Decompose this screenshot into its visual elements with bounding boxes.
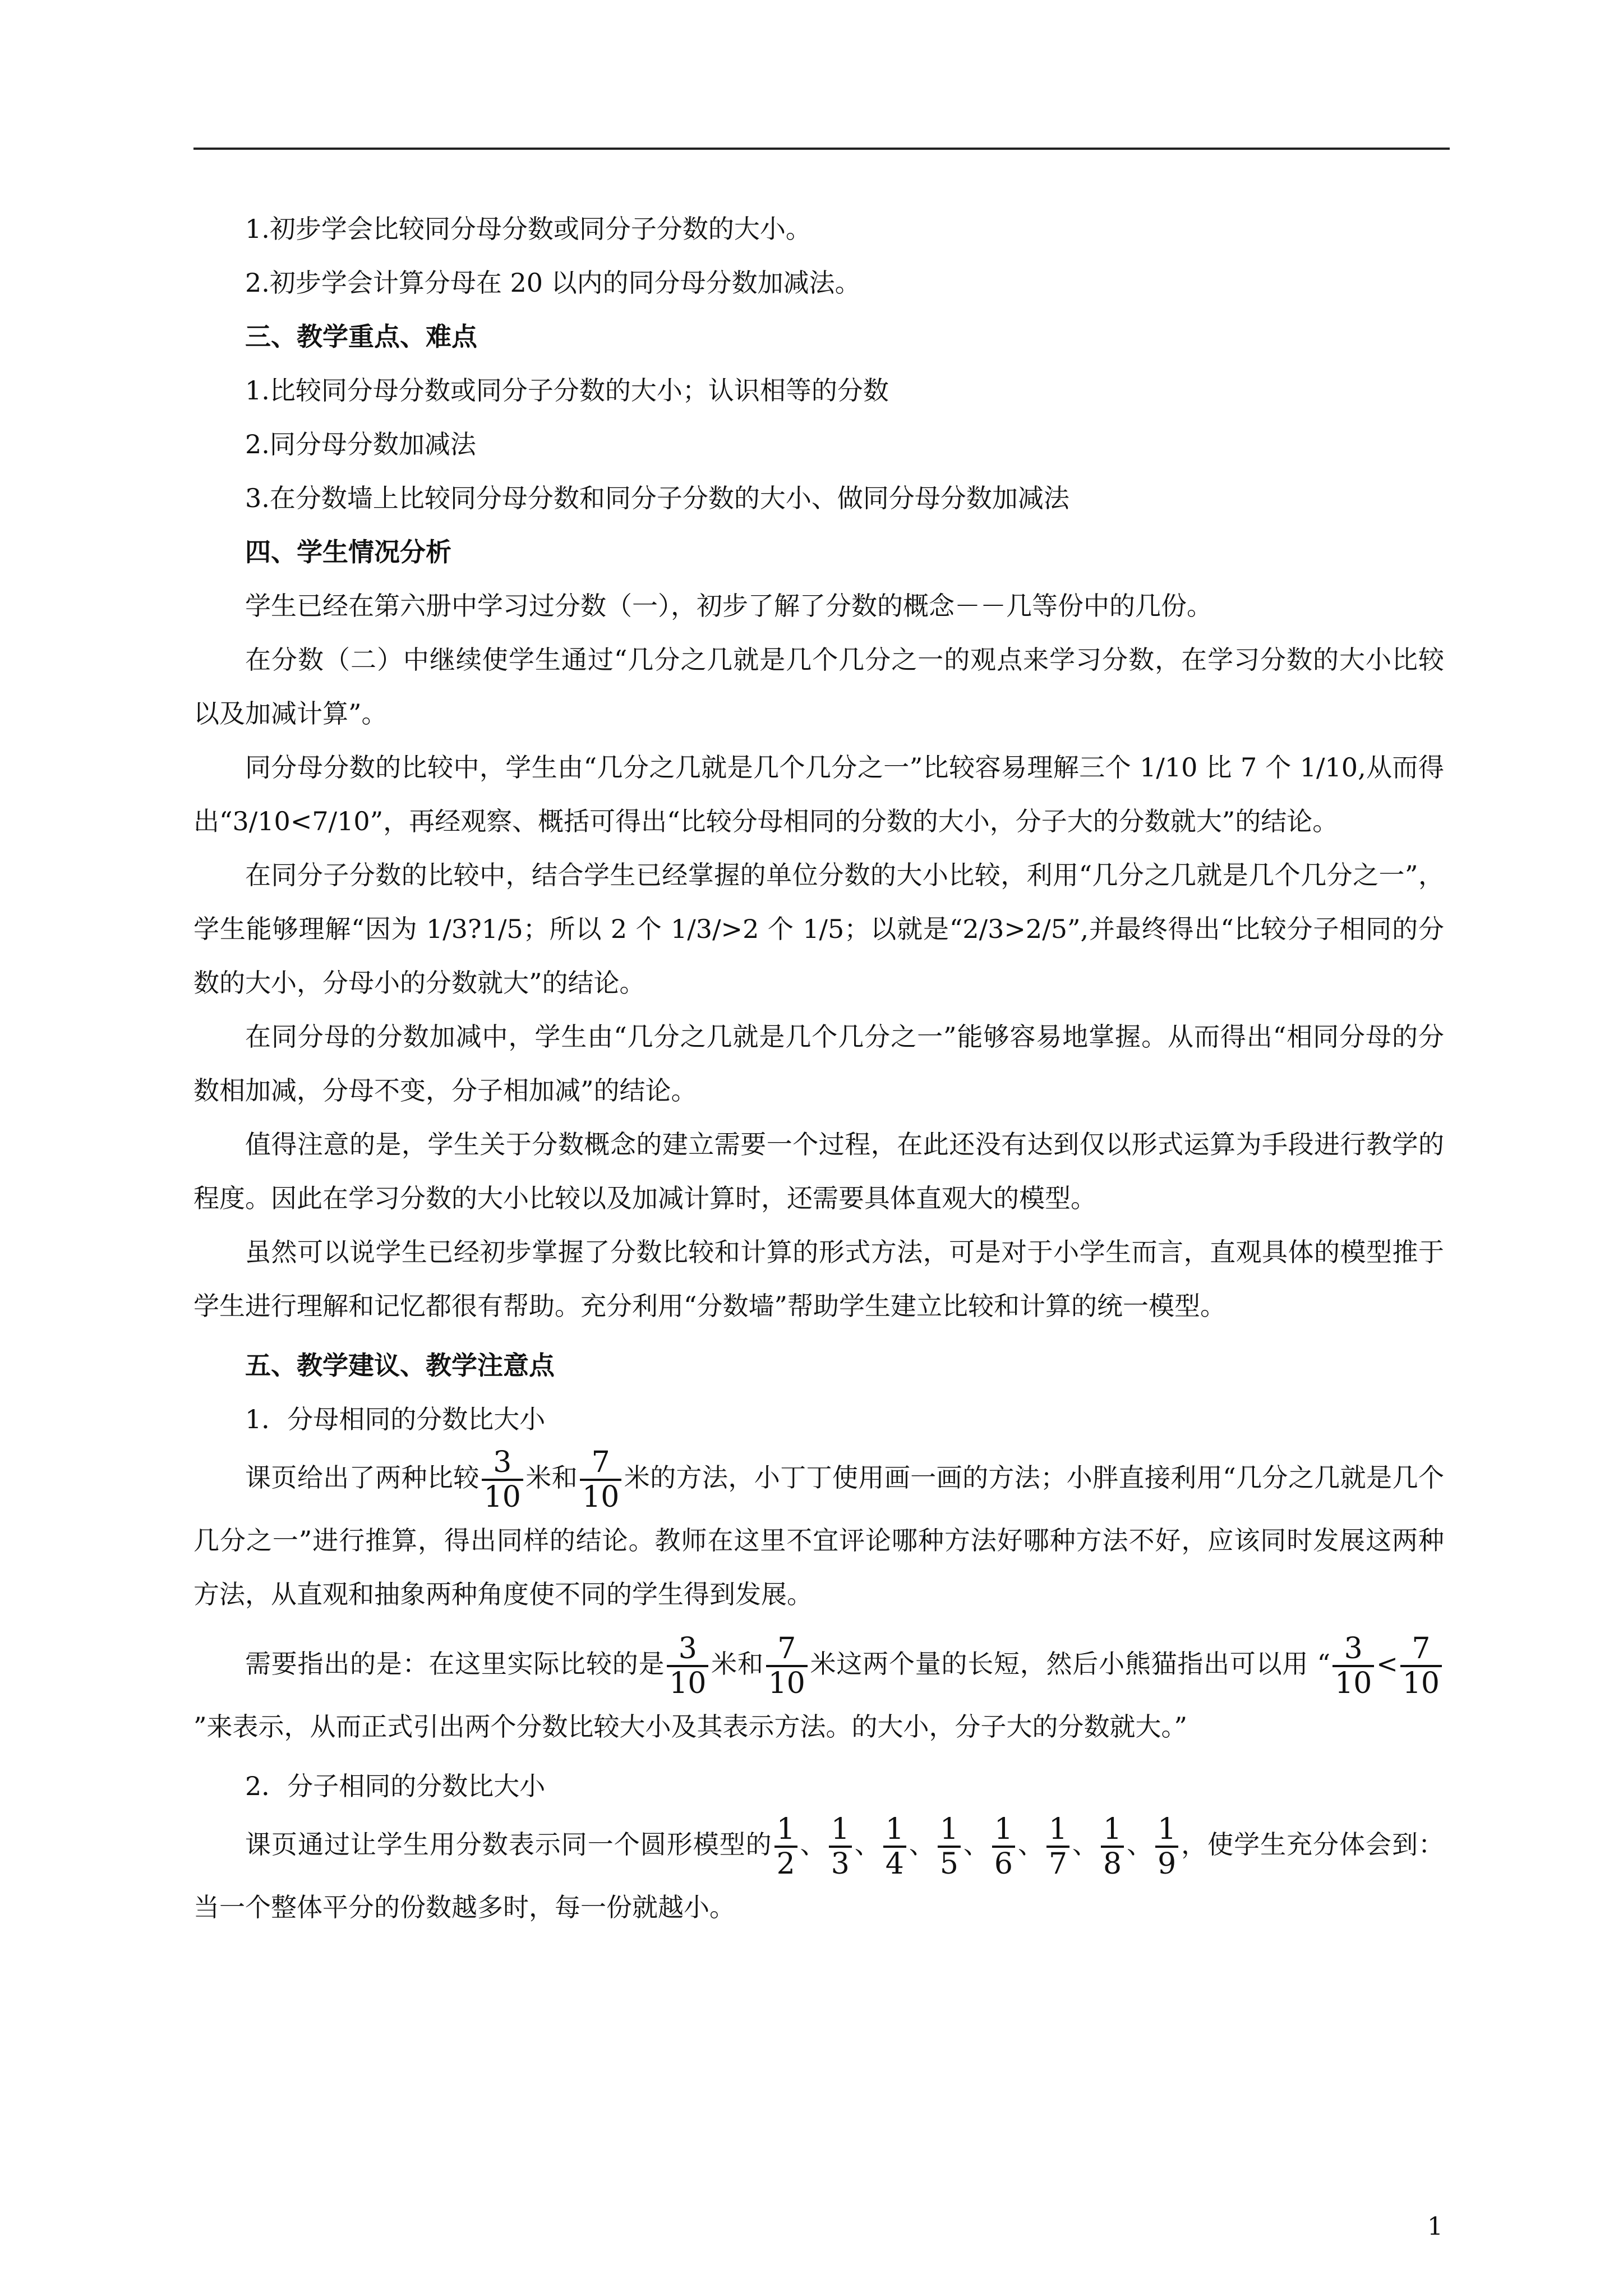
separator: 、	[1017, 1829, 1044, 1860]
numerator: 7	[777, 1632, 796, 1665]
paragraph: 同分母分数的比较中，学生由“几分之几就是几个几分之一”比较容易理解三个 1/10 比 7 个 1/10,从而得出“3/10<7/10”，再经观察、概括可得出“比较分母相同的分数的大小，分子大的分数就大”的结论。	[193, 752, 1444, 836]
text-run: 米和	[711, 1649, 764, 1679]
fraction-1-5	[938, 1813, 961, 1880]
denominator: 2	[774, 1846, 797, 1880]
paragraph: 学生已经在第六册中学习过分数（一），初步了解了分数的概念－－几等份中的几份。	[245, 591, 1212, 621]
denominator: 10	[1332, 1665, 1374, 1700]
paragraph: 在分数（二）中继续使学生通过“几分之几就是几个几分之一的观点来学习分数，在学习分数的大小比较以及加减计算”。	[193, 645, 1444, 729]
denominator: 7	[1046, 1846, 1069, 1880]
document-body	[193, 202, 1444, 1934]
paragraph: 3.在分数墙上比较同分母分数和同分子分数的大小、做同分母分数加减法	[245, 483, 1069, 513]
denominator: 10	[1400, 1665, 1442, 1700]
fraction-1-4	[883, 1813, 906, 1880]
numerator: 1	[831, 1812, 850, 1846]
numerator: 1	[1103, 1812, 1122, 1846]
fraction-1-7	[1046, 1813, 1069, 1880]
denominator: 10	[667, 1665, 708, 1700]
paragraph	[193, 1813, 1444, 1934]
separator: 、	[1126, 1829, 1154, 1860]
separator: 、	[908, 1829, 935, 1860]
text-run: ，使学生充分体会到：当一个整体平分的份数越多时，每一份就越小。	[193, 1829, 1445, 1922]
paragraph: 1.初步学会比较同分母分数或同分子分数的大小。	[245, 214, 811, 244]
numerator: 3	[678, 1632, 697, 1665]
separator: 、	[799, 1829, 827, 1860]
text-run: ”来表示，从而正式引出两个分数比较大小及其表示方法。的大小，分子大的分数就大。”	[193, 1711, 1188, 1742]
denominator: 9	[1155, 1846, 1178, 1880]
fraction-1-6	[992, 1813, 1015, 1880]
numerator: 1	[1158, 1812, 1177, 1846]
subsection-heading: 2．分子相同的分数比大小	[245, 1771, 546, 1801]
paragraph: 1.比较同分母分数或同分子分数的大小；认识相等的分数	[245, 375, 889, 406]
fraction-1-9	[1155, 1813, 1178, 1880]
denominator: 5	[938, 1846, 961, 1880]
paragraph: 2.同分母分数加减法	[245, 429, 476, 459]
paragraph	[193, 1446, 1444, 1621]
fraction-7-10	[1400, 1632, 1442, 1700]
header-rule	[193, 148, 1450, 150]
numerator: 1	[994, 1812, 1013, 1846]
numerator: 1	[776, 1812, 795, 1846]
text-run: “	[1317, 1649, 1331, 1679]
paragraph: 值得注意的是，学生关于分数概念的建立需要一个过程，在此还没有达到仅以形式运算为手段进行教学的程度。因此在学习分数的大小比较以及加减计算时，还需要具体直观大的模型。	[193, 1129, 1444, 1213]
numerator: 1	[939, 1812, 958, 1846]
numerator: 7	[591, 1446, 610, 1479]
fraction-3-10	[667, 1632, 708, 1700]
denominator: 10	[482, 1479, 523, 1513]
text-run: 米的方法，小丁丁使用画一画的方法；小胖直接利用“几分之几就是几个几分之一”进行推算，得出同样的结论。教师在这里不宜评论哪种方法好哪种方法不好，应该同时发展这两种方法，从直观和抽象两种角度使不同的学生得到发展。	[193, 1462, 1445, 1609]
less-than-sign: <	[1376, 1649, 1398, 1679]
fraction-3-10	[482, 1446, 523, 1513]
denominator: 10	[580, 1479, 621, 1513]
fraction-1-8	[1101, 1813, 1124, 1880]
fraction-3-10	[1332, 1632, 1374, 1700]
denominator: 4	[883, 1846, 906, 1880]
separator: 、	[1072, 1829, 1099, 1860]
paragraph: 虽然可以说学生已经初步掌握了分数比较和计算的形式方法，可是对于小学生而言，直观具体的模型推于学生进行理解和记忆都很有帮助。充分利用“分数墙”帮助学生建立比较和计算的统一模型。	[193, 1237, 1444, 1321]
text-run: 需要指出的是：在这里实际比较的是	[245, 1649, 665, 1679]
denominator: 6	[992, 1846, 1015, 1880]
paragraph	[193, 1632, 1444, 1754]
denominator: 10	[766, 1665, 808, 1700]
paragraph: 2.初步学会计算分母在 20 以内的同分母分数加减法。	[245, 268, 861, 298]
numerator: 1	[885, 1812, 904, 1846]
paragraph: 在同分母的分数加减中，学生由“几分之几就是几个几分之一”能够容易地掌握。从而得出“相同分母的分数相加减，分母不变，分子相加减”的结论。	[193, 1022, 1444, 1106]
fraction-7-10	[580, 1446, 621, 1513]
text-run: 米和	[525, 1462, 578, 1493]
fraction-1-2	[774, 1813, 797, 1880]
numerator: 7	[1412, 1632, 1431, 1665]
denominator: 3	[829, 1846, 852, 1880]
numerator: 3	[1344, 1632, 1363, 1665]
text-run: 米这两个量的长短，然后小熊猫指出可以用	[809, 1649, 1309, 1679]
section-heading: 三、教学重点、难点	[245, 321, 477, 352]
section-heading: 五、教学建议、教学注意点	[245, 1350, 555, 1381]
denominator: 8	[1101, 1846, 1124, 1880]
fraction-1-3	[829, 1813, 852, 1880]
text-run: 课页给出了两种比较	[245, 1462, 479, 1493]
subsection-heading: 1．分母相同的分数比大小	[245, 1404, 546, 1434]
separator: 、	[854, 1829, 881, 1860]
text-run: 课页通过让学生用分数表示同一个圆形模型的	[245, 1829, 772, 1860]
paragraph: 在同分子分数的比较中，结合学生已经掌握的单位分数的大小比较，利用“几分之几就是几个几分之一”，学生能够理解“因为 1/3?1/5；所以 2 个 1/3/>2 个 1/5；以就是“2/3>2/5”,并最终得出“比较分子相同的分数的大小，分母小的分数就大”的结论。	[193, 860, 1444, 998]
numerator: 1	[1048, 1812, 1068, 1846]
numerator: 3	[493, 1446, 512, 1479]
separator: 、	[962, 1829, 990, 1860]
section-heading: 四、学生情况分析	[245, 537, 451, 567]
fraction-7-10	[766, 1632, 808, 1700]
page-number: 1	[1427, 2212, 1443, 2241]
